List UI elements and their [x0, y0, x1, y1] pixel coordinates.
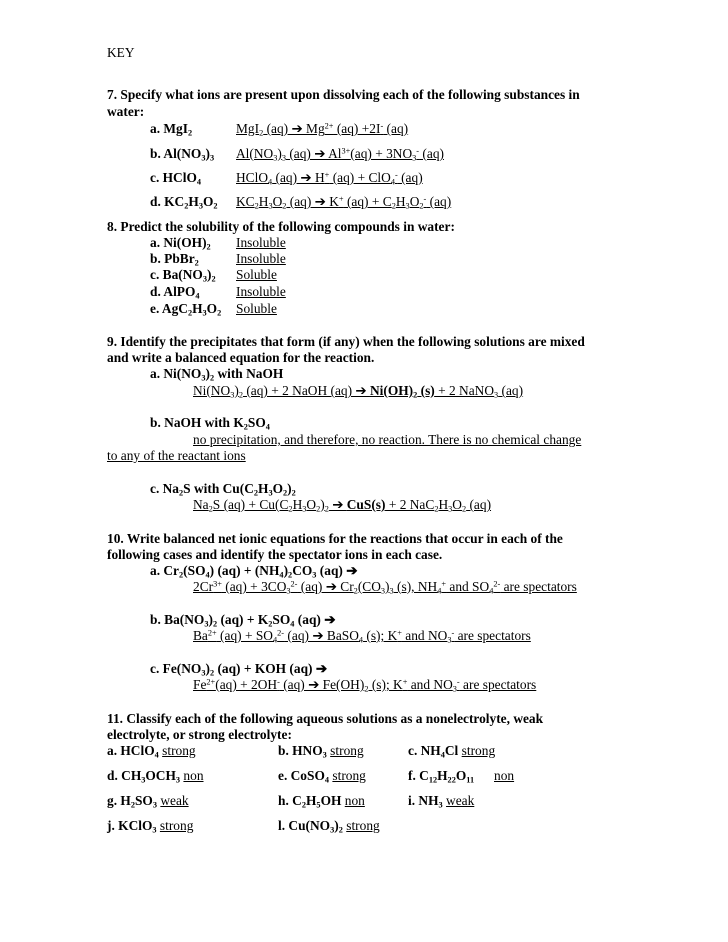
q10-prompt-line2: following cases and identify the spectator ions in each case.	[107, 547, 443, 562]
q8-item-e-label: e. $AgC_2H_3O_2$	[150, 301, 222, 318]
key-label: KEY	[107, 45, 135, 60]
q7-item-a-answer: MgI$_2$ (aq) ➔ $Mg^{2+}$ (aq) +2I- (aq)	[236, 121, 409, 138]
q11-prompt-line1: 11. Classify each of the following aqueous solutions as a nonelectrolyte, weak	[107, 711, 544, 726]
q11-item-e: e. CoSO$_4$ strong	[278, 768, 366, 785]
q11-item-f-answer: non	[494, 768, 515, 783]
q8-item-d-label: d. AlPO$_4$	[150, 284, 200, 301]
q8-prompt: 8. Predict the solubility of the following compounds in water:	[107, 219, 455, 234]
q9-item-c-label: c. $Na_2S$ with $Cu(C_2H_3O_2)_2$	[150, 481, 296, 498]
q7-item-c-answer: HClO$_4$ (aq) ➔ H+ (aq) + ClO$_4$- (aq)	[236, 170, 423, 187]
q9-prompt-line2: and write a balanced equation for the reaction.	[107, 350, 375, 365]
q7-item-b-label: b. $Al(NO_3)_3$	[150, 146, 215, 163]
q11-item-l: l. $Cu(NO_3)_2$ strong	[278, 818, 380, 835]
q11-prompt-line2: electrolyte, or strong electrolyte:	[107, 727, 292, 742]
q10-item-b-label: b. $Ba(NO_3)_2$ $(aq) + K_2SO_4$ (aq) ➔	[150, 612, 336, 629]
q7-prompt-line1: 7. Specify what ions are present upon dissolving each of the following substances in	[107, 87, 580, 102]
q8-item-a-answer: Insoluble	[236, 235, 286, 250]
q10-item-b-answer: $Ba^{2+}$ $(aq) + SO_4^{2-}$ (aq) ➔ BaSO$_4$ (s); K+ and $NO_3^-$ are spectators	[193, 628, 531, 645]
q9-item-b-label: b. NaOH with $K_2SO_4$	[150, 415, 270, 432]
q9-item-a-answer: $Ni(NO_3)_2$ (aq) + 2 NaOH (aq) ➔ $Ni(OH)_2$ (s) + 2 NaNO$_3$ (aq)	[193, 383, 524, 400]
q7-prompt-line2: water:	[107, 104, 145, 119]
q10-item-c-answer: $Fe^{2+}(aq) + 2OH^-$ (aq) ➔ $Fe(OH)_2$ (s); K+ and $NO_3^-$ are spectators	[193, 677, 537, 694]
q9-item-b-answer-line1: no precipitation, and therefore, no reaction. There is no chemical change	[193, 432, 582, 447]
q7-item-d-answer: $KC_2H_3O_2$ (aq) ➔ K+ $(aq) + C_2H_3O_2^-$ (aq)	[236, 194, 452, 211]
q8-item-c-label: c. $Ba(NO_3)_2$	[150, 267, 216, 284]
q8-item-c-answer: Soluble	[236, 267, 277, 282]
q10-item-a-label: a. $Cr_2(SO_4) (aq) + (NH_4)_2CO_3$ (aq) ➔	[150, 563, 358, 580]
q9-item-c-answer: $Na_2S$ $(aq) + Cu(C_2H_3O_2)_2$ ➔ CuS(s) + 2 $NaC_2H_3O_2$ (aq)	[193, 497, 492, 514]
q10-item-a-answer: $2Cr^{3+}$ $(aq) + 3CO_3^{2-}$ (aq) ➔ $Cr_2(CO_3)_3$ (s), $NH_4^+$ and $SO_4^{2-}$ are spectators	[193, 579, 577, 596]
q8-item-a-label: a. $Ni(OH)_2$	[150, 235, 211, 252]
q8-item-e-answer: Soluble	[236, 301, 277, 316]
q11-item-i: i. $NH_3$ weak	[408, 793, 475, 810]
q7-item-d-label: d. $KC_2H_3O_2$	[150, 194, 218, 211]
q9-item-a-label: a. $Ni(NO_3)_2$ with NaOH	[150, 366, 284, 383]
q11-item-a: a. HClO$_4$ strong	[107, 743, 196, 760]
q9-item-b-answer-line2: to any of the reactant ions	[107, 448, 246, 463]
q11-item-j: j. KClO$_3$ strong	[107, 818, 194, 835]
q11-item-b: b. $HNO_3$ strong	[278, 743, 364, 760]
q11-item-c: c. $NH_4Cl$ strong	[408, 743, 496, 760]
q7-item-a-label: a. MgI$_2$	[150, 121, 193, 138]
q10-item-c-label: c. $Fe(NO_3)_2$ (aq) + KOH (aq) ➔	[150, 661, 328, 678]
q10-prompt-line1: 10. Write balanced net ionic equations for the reactions that occur in each of the	[107, 531, 563, 546]
q7-item-b-answer: $Al(NO_3)_3$ (aq) ➔ $Al^{3+}(aq) + 3NO_3^-$ (aq)	[236, 146, 444, 163]
q11-item-f: f. $C_{12}H_{22}O_{11}$	[408, 768, 475, 785]
q8-item-b-label: b. PbBr$_2$	[150, 251, 199, 268]
q8-item-d-answer: Insoluble	[236, 284, 286, 299]
q11-item-g: g. $H_2SO_3$ weak	[107, 793, 189, 810]
q8-item-b-answer: Insoluble	[236, 251, 286, 266]
q9-prompt-line1: 9. Identify the precipitates that form (if any) when the following solutions are mixed	[107, 334, 585, 349]
q7-item-c-label: c. HClO$_4$	[150, 170, 202, 187]
q11-item-h: h. $C_2H_5OH$ non	[278, 793, 365, 810]
q11-item-d: d. $CH_3OCH_3$ non	[107, 768, 204, 785]
